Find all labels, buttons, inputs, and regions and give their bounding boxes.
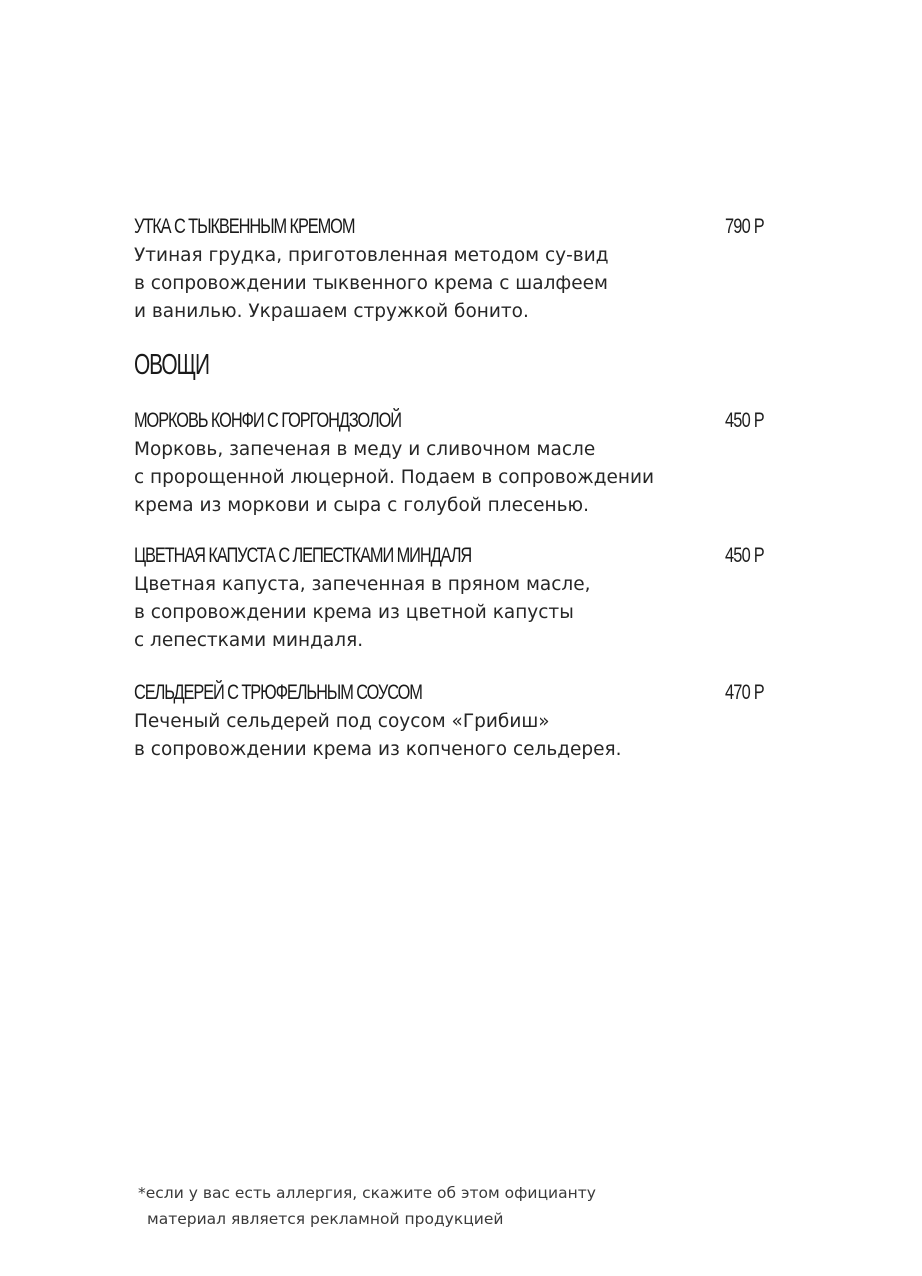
dish-description: Печеный сельдерей под соусом «Грибиш» в сопровождении крема из копченого сельдерея.	[134, 711, 622, 760]
dish-price: 470 Р	[725, 681, 764, 704]
dish-price: 450 Р	[725, 544, 764, 567]
dish-price: 790 Р	[725, 215, 764, 238]
dish-description: Морковь, запеченая в меду и сливочном масле с пророщенной люцерной. Подаем в сопровождении крема из моркови и сыра с голубой плесенью.	[134, 439, 655, 516]
menu-item-cauliflower	[134, 543, 764, 655]
dish-description: Утиная грудка, приготовленная методом су-вид в сопровождении тыквенного крема с шалфеем и ванилью. Украшаем стружкой бонито.	[134, 245, 609, 322]
allergy-note: *если у вас есть аллергия, скажите об этом официанту	[138, 1184, 596, 1202]
dish-name: МОРКОВЬ КОНФИ С ГОРГОНДЗОЛОЙ	[134, 409, 401, 432]
footnote	[138, 1180, 596, 1232]
dish-name: СЕЛЬДЕРЕЙ С ТРЮФЕЛЬНЫМ СОУСОМ	[134, 681, 422, 704]
dish-price: 450 Р	[725, 409, 764, 432]
section-title: ОВОЩИ	[134, 349, 209, 381]
advertising-note: материал является рекламной продукцией	[147, 1210, 504, 1228]
menu-item-celery	[134, 680, 764, 764]
dish-name: УТКА С ТЫКВЕННЫМ КРЕМОМ	[134, 215, 355, 238]
dish-name: ЦВЕТНАЯ КАПУСТА С ЛЕПЕСТКАМИ МИНДАЛЯ	[134, 544, 472, 567]
menu-item-carrot	[134, 408, 764, 520]
menu-item-duck	[134, 214, 764, 326]
dish-description: Цветная капуста, запеченная в пряном масле, в сопровождении крема из цветной капусты с лепестками миндаля.	[134, 574, 591, 651]
